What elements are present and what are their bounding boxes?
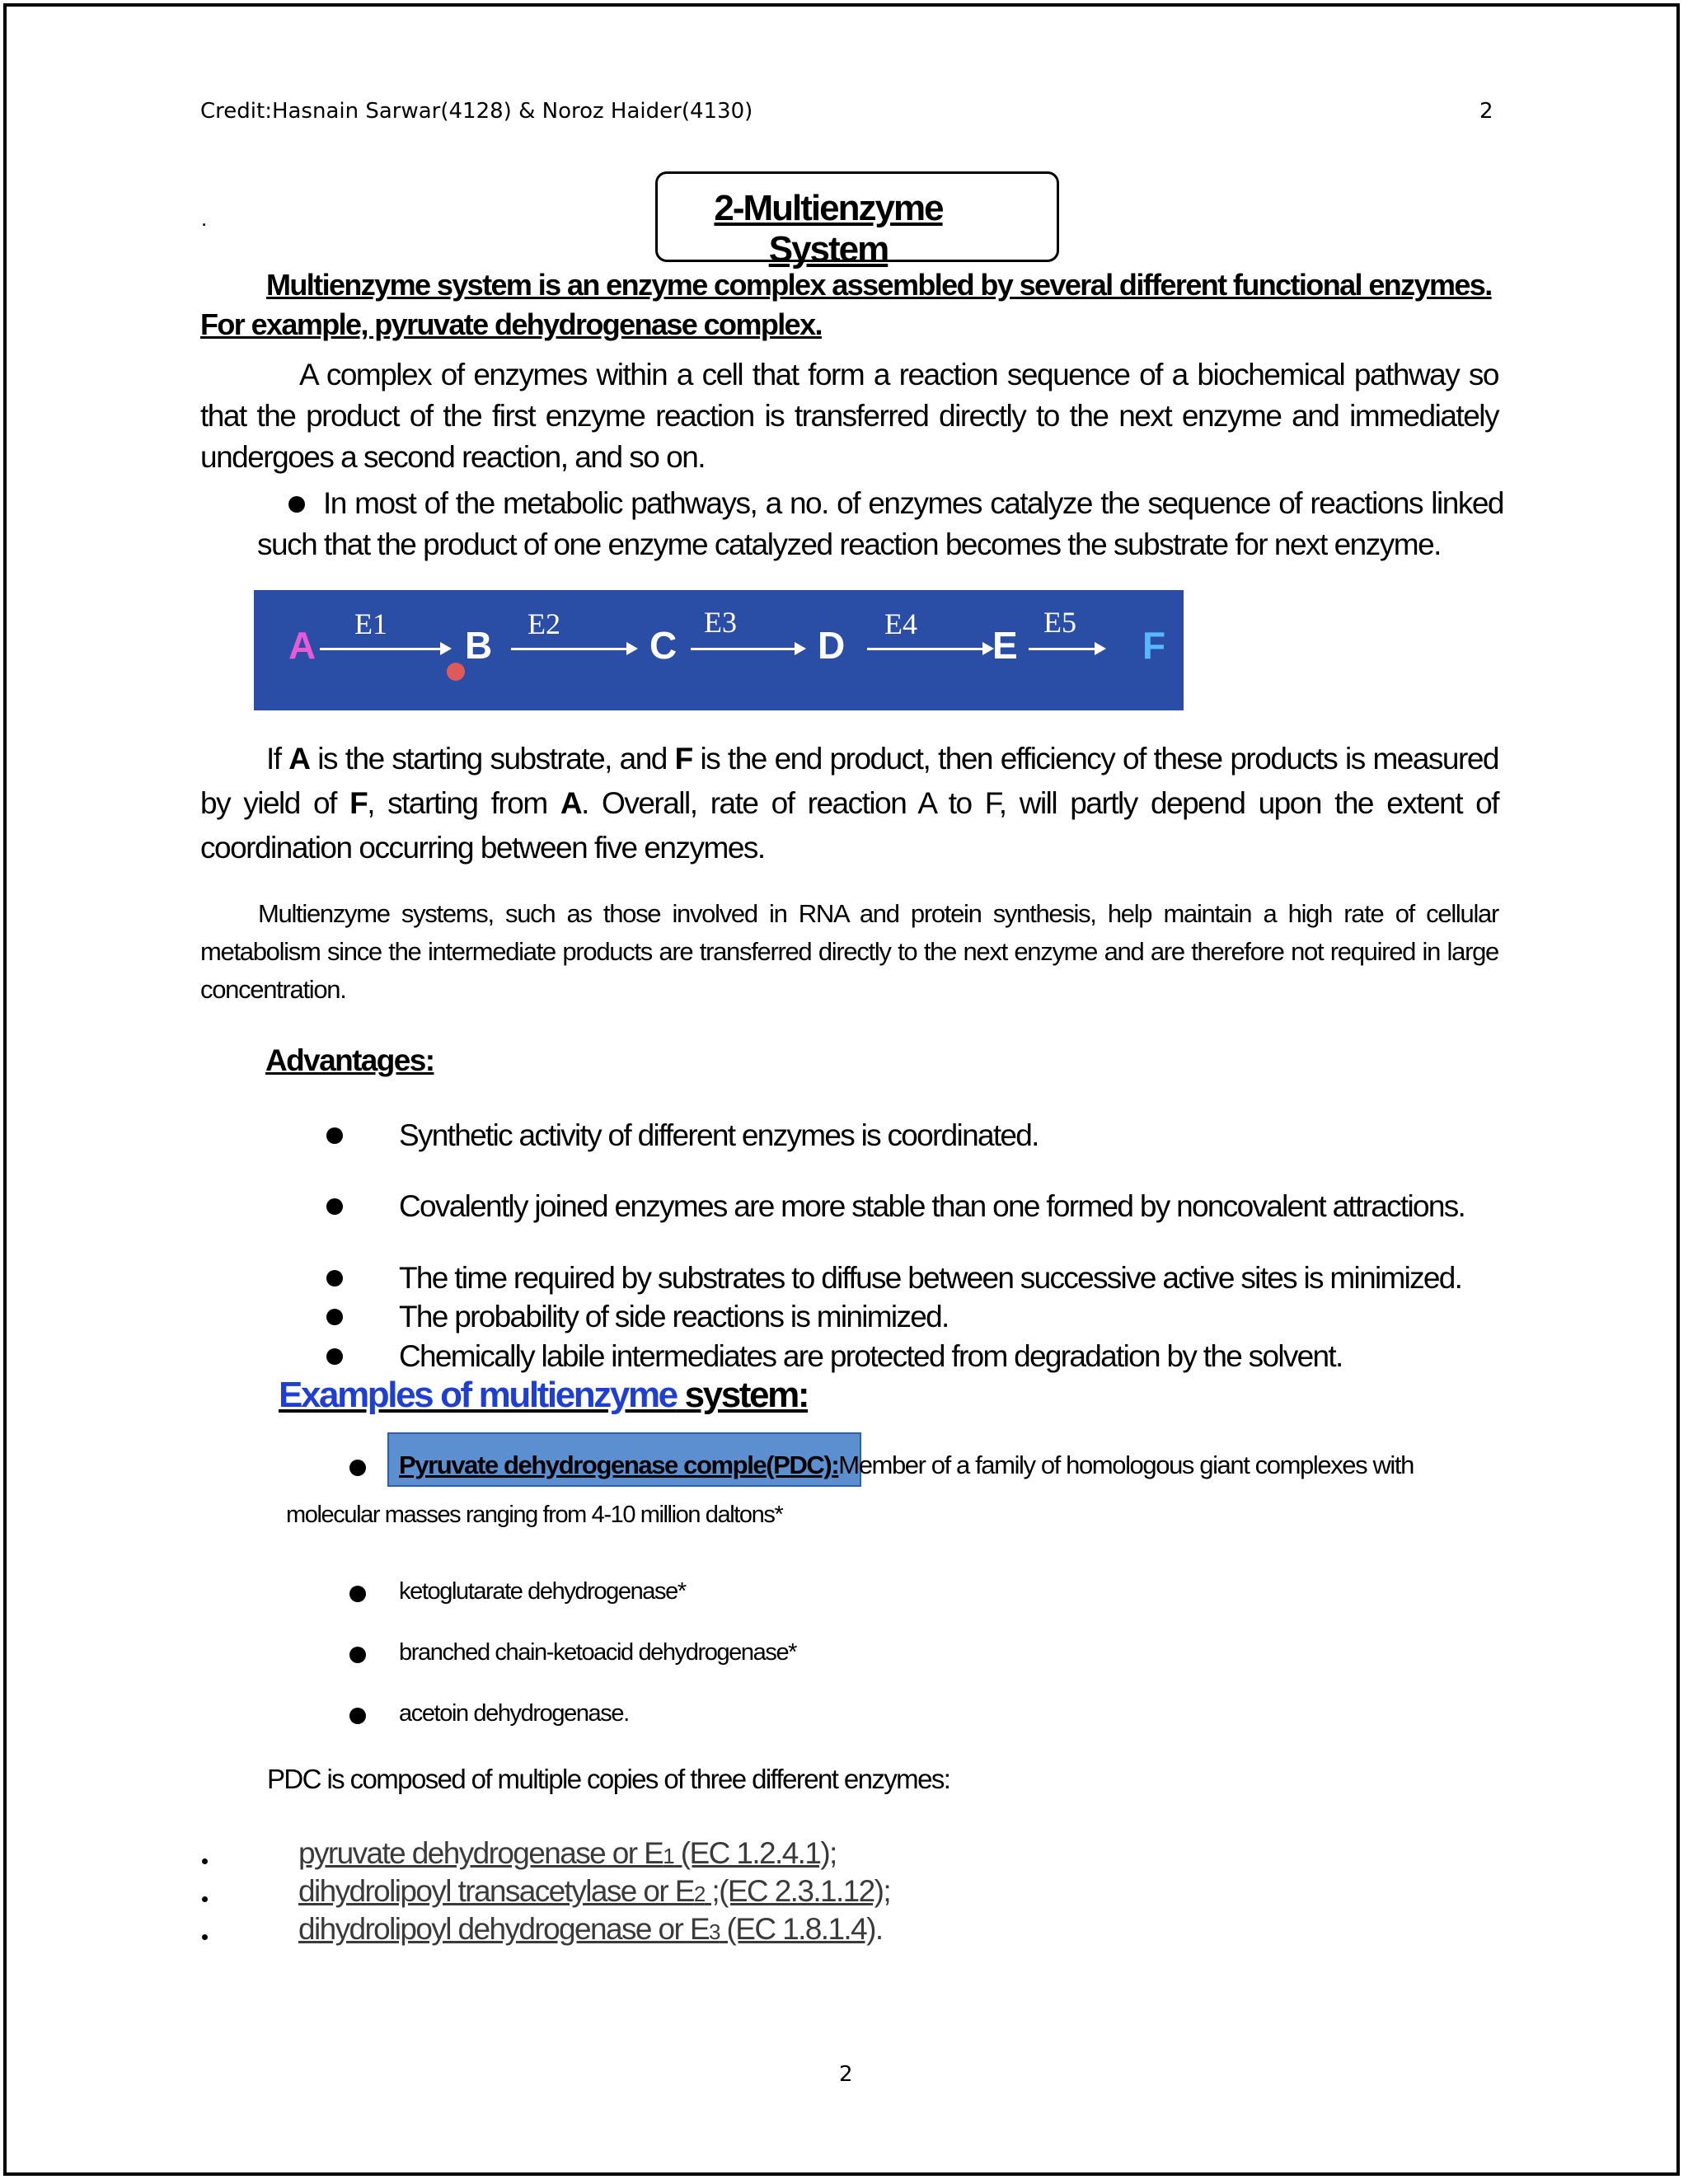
paragraph-intro [200,354,1498,478]
pdc-enzyme-name: dihydrolipoyl dehydrogenase or E [298,1912,709,1946]
pathway-arrow [691,648,803,650]
pathway-marker [447,663,465,681]
examples-heading [279,1375,808,1416]
bullet-dot [326,1348,343,1365]
efficiency-text: , starting from [367,786,560,820]
pdc-enzyme-ec: ;(EC 2.3.1.12); [704,1874,891,1908]
efficiency-text: is the starting substrate, and [309,742,675,776]
efficiency-text: is the end product, then efficiency of these products is measured by yield of [200,742,1498,820]
bullet-dot [349,1647,366,1663]
header-credit: Credit:Hasnain Sarwar(4128) & Noroz Haider(4130) [200,99,753,124]
pathway-arrow [320,648,448,650]
efficiency-text: If [266,742,289,776]
advantage-item: The probability of side reactions is minimized. [399,1300,949,1333]
pdc-enzyme-name: dihydrolipoyl transacetylase or E [298,1874,694,1908]
bullet-dot [349,1708,366,1724]
pdc-desc: Member of a family of homologous giant complexes with [838,1451,1414,1479]
advantages-heading: Advantages: [265,1043,434,1077]
pathway-substrate-e: E [992,624,1018,667]
pathway-substrate-c: C [649,624,678,667]
page-title: 2-Multienzyme System [714,188,943,269]
stray-dot: . [201,206,208,231]
bullet-dot [349,1586,366,1602]
pdc-enzyme-subscript: 3 [708,1919,720,1944]
pathway-enzyme-e1: E1 [354,607,387,640]
bullet-dot [326,1127,343,1144]
pathway-enzyme-e5: E5 [1043,606,1076,639]
pathway-substrate-f: F [1142,624,1166,667]
header-page-number: 2 [1479,99,1493,124]
bullet-dot [326,1198,343,1215]
pdc-enzyme-item [298,1912,883,1947]
pathway-substrate-a: A [288,624,316,667]
pdc-enzyme-ec: (EC 1.8.1.4) [719,1912,875,1946]
pdc-item [399,1451,1414,1480]
pathway-substrate-b: B [465,624,493,667]
example-item: ketoglutarate dehydrogenase* [399,1578,686,1605]
pdc-enzyme-tail: . [874,1912,883,1946]
pdc-enzyme-subscript: 1 [663,1844,674,1868]
advantage-item: Covalently joined enzymes are more stable than one formed by noncovalent attractions. [399,1189,1465,1223]
bullet-dot [202,1858,208,1864]
pathway-enzyme-e3: E3 [704,606,737,639]
bullet-dot [202,1896,208,1902]
examples-heading-blue: Examples of multienzyme [279,1375,677,1415]
paragraph-efficiency [200,737,1498,870]
pdc-composition-intro: PDC is composed of multiple copies of three different enzymes: [267,1764,950,1794]
bullet-dot [202,1934,208,1940]
efficiency-bold-f: F [349,786,368,820]
pdc-enzyme-ec: (EC 1.2.4.1); [673,1836,837,1870]
definition-text: Multienzyme system is an enzyme complex assembled by several different functional enzymes. For example, pyruvate dehydrogenase complex. [200,268,1492,341]
example-item: acetoin dehydrogenase. [399,1700,629,1727]
efficiency-bold-a: A [288,742,310,776]
pathway-enzyme-e2: E2 [528,607,560,640]
pathway-arrow [1029,648,1103,650]
paragraph-synthesis-text: Multienzyme systems, such as those involved in RNA and protein synthesis, help maintain a high rate of cellular metabolism since the intermediate products are transferred directly to the next enzyme and are therefore not required in large concentration. [200,899,1498,1004]
pdc-enzyme-item [298,1836,837,1871]
efficiency-bold-a: A [560,786,582,820]
bullet-dot [349,1460,366,1476]
pathway-diagram [254,590,1184,710]
efficiency-bold-f: F [674,742,692,776]
pdc-enzyme-item [298,1874,890,1909]
pdc-enzyme-subscript: 2 [693,1882,705,1906]
pathway-substrate-d: D [818,624,846,667]
advantage-item: The time required by substrates to diffuse between successive active sites is minimized. [399,1261,1462,1295]
examples-heading-black: system: [676,1375,809,1415]
paragraph-synthesis [200,895,1498,1009]
pathway-arrow [511,648,635,650]
bullet-metabolic: In most of the metabolic pathways, a no. of enzymes catalyze the sequence of reactions linked such that the product of one enzyme catalyzed reaction becomes the substrate for next enzyme. [257,486,1503,561]
bullet-dot [326,1270,343,1286]
efficiency-text: . Overall, rate of reaction A to F, will partly depend upon the extent of coordination occurring between five enzymes. [200,786,1499,865]
pdc-label: Pyruvate dehydrogenase comple(PDC): [399,1451,839,1479]
definition [200,265,1498,344]
pathway-arrow [867,648,991,650]
pathway-enzyme-e4: E4 [884,607,917,640]
paragraph-intro-text: A complex of enzymes within a cell that form a reaction sequence of a biochemical pathway so that the product of the first enzyme reaction is transferred directly to the next enzyme and immediately undergoes a second reaction, and so on. [200,358,1498,474]
bullet-dot [326,1309,343,1325]
advantage-item: Synthetic activity of different enzymes is coordinated. [399,1118,1039,1152]
advantage-item: Chemically labile intermediates are protected from degradation by the solvent. [399,1339,1343,1373]
pdc-desc-line2: molecular masses ranging from 4-10 million daltons* [286,1502,783,1528]
footer-page-number: 2 [839,2062,853,2087]
example-item: branched chain-ketoacid dehydrogenase* [399,1639,797,1666]
pdc-enzyme-name: pyruvate dehydrogenase or E [298,1836,663,1870]
